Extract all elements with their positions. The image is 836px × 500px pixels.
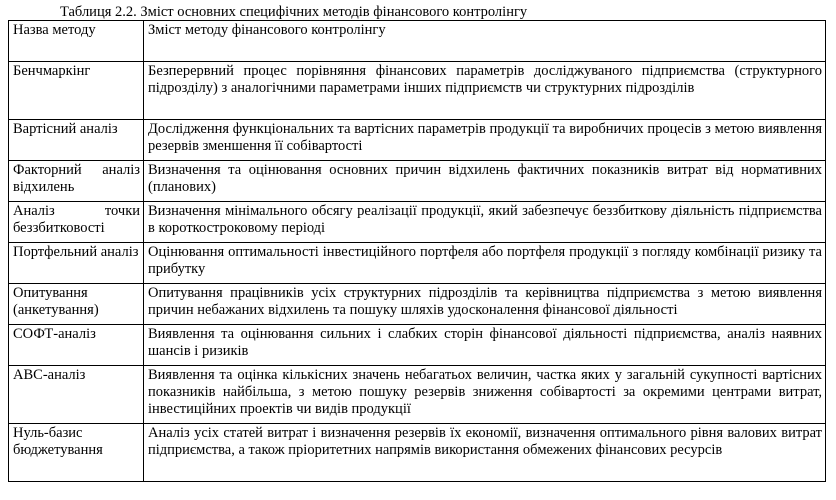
- table-row: [9, 62, 826, 120]
- table-row: [9, 284, 826, 325]
- table-header-row: [9, 21, 826, 62]
- method-name-cell: Нуль-базис бюджетування: [9, 424, 144, 482]
- table-row: [9, 325, 826, 366]
- header-method-name: Назва методу: [9, 21, 144, 62]
- method-content-cell: Виявлення та оцінювання сильних і слабких сторін фінансової діяльності підприємства, аналіз наявних шансів і ризиків: [144, 325, 826, 366]
- method-content-cell: Виявлення та оцінка кількісних значень небагатьох величин, частка яких у загальній сукупності вартісних показників найбільша, з метою пошуку резервів зниження собівартості за окремими центрами витрат, інвестиційних проектів чи видів продукції: [144, 366, 826, 424]
- table-row: [9, 202, 826, 243]
- table-row: [9, 424, 826, 482]
- method-name-cell: Портфельний аналіз: [9, 243, 144, 284]
- method-name-cell: Аналіз точки беззбитковості: [9, 202, 144, 243]
- method-name-cell: СОФТ-аналіз: [9, 325, 144, 366]
- method-content-cell: Аналіз усіх статей витрат і визначення резервів їх економії, визначення оптимального рівня валових витрат підприємства, а також пріоритетних напрямів використання обмежених фінансових ресурсів: [144, 424, 826, 482]
- header-method-content: Зміст методу фінансового контролінгу: [144, 21, 826, 62]
- method-content-cell: Безперервний процес порівняння фінансових параметрів досліджуваного підприємства (структурного підрозділу) з аналогічними параметрами інших підприємств чи структурних підрозділів: [144, 62, 826, 120]
- table-row: [9, 161, 826, 202]
- method-content-cell: Опитування працівників усіх структурних підрозділів та керівництва підприємства з метою виявлення причин небажаних відхилень та пошуку шляхів удосконалення фінансової діяльності: [144, 284, 826, 325]
- method-content-cell: Дослідження функціональних та вартісних параметрів продукції та виробничих процесів з метою виявлення резервів зменшення її собівартості: [144, 120, 826, 161]
- methods-table: [8, 20, 826, 482]
- method-name-cell: Опитування (анкетування): [9, 284, 144, 325]
- method-content-cell: Оцінювання оптимальності інвестиційного портфеля або портфеля продукції з погляду комбінації ризику та прибутку: [144, 243, 826, 284]
- method-content-cell: Визначення мінімального обсягу реалізації продукції, який забезпечує беззбиткову діяльність підприємства в короткостроковому періоді: [144, 202, 826, 243]
- method-name-cell: Факторний аналіз відхилень: [9, 161, 144, 202]
- table-row: [9, 120, 826, 161]
- method-name-cell: Вартісний аналіз: [9, 120, 144, 161]
- table-row: [9, 366, 826, 424]
- table-row: [9, 243, 826, 284]
- method-name-cell: АВС-аналіз: [9, 366, 144, 424]
- method-name-cell: Бенчмаркінг: [9, 62, 144, 120]
- method-content-cell: Визначення та оцінювання основних причин відхилень фактичних показників витрат від нормативних (планових): [144, 161, 826, 202]
- table-caption: Таблиця 2.2. Зміст основних специфічних методів фінансового контролінгу: [60, 4, 528, 20]
